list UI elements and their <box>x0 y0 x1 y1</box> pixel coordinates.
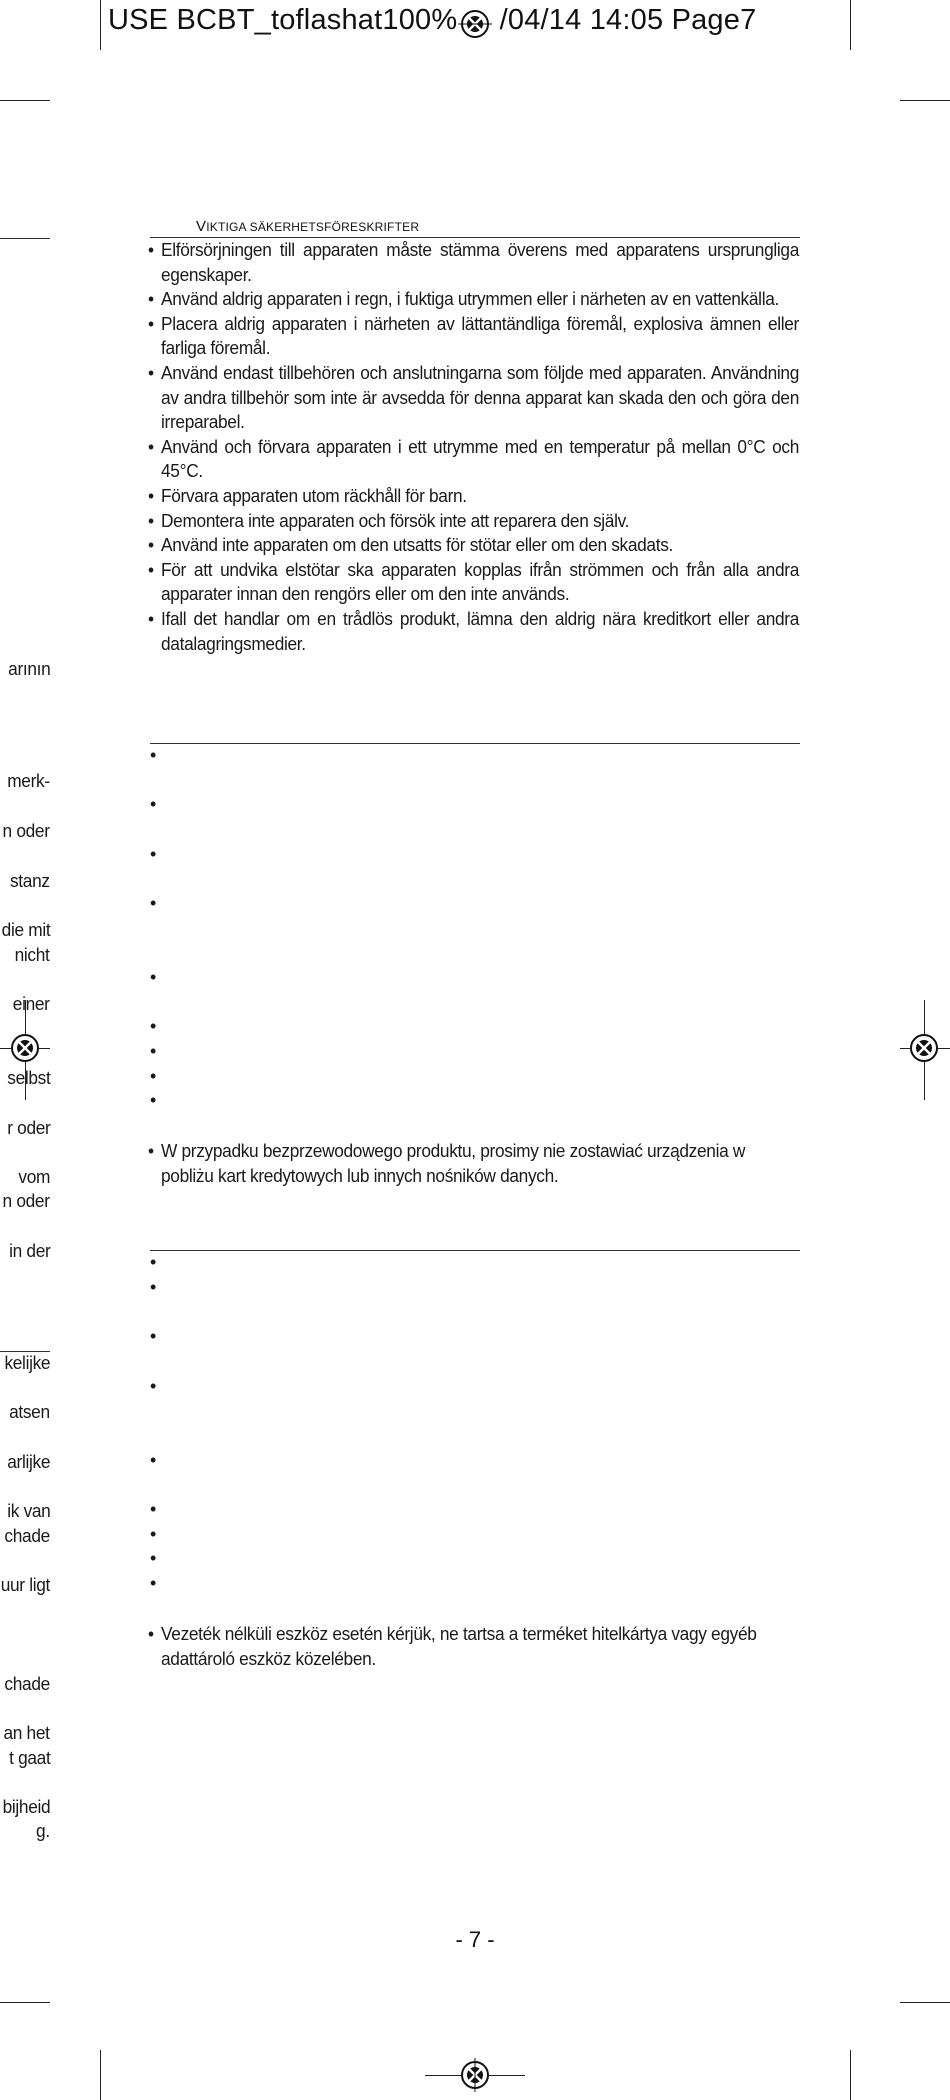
registration-mark-icon <box>458 2058 492 2092</box>
facing-page-text: g. <box>36 1820 50 1841</box>
empty-bullet: • <box>150 1573 157 1593</box>
facing-page-text: nicht <box>15 944 50 965</box>
print-slug <box>108 4 756 37</box>
empty-bullet: • <box>150 1090 157 1110</box>
facing-page-text: einer <box>13 993 50 1014</box>
section-rule <box>150 743 800 744</box>
list-item: • Använd inte apparaten om den utsatts för stötar eller om den skadats. <box>148 533 799 558</box>
facing-page-text: in der <box>8 1240 50 1261</box>
crop-mark <box>900 100 950 101</box>
facing-page-text: merk- <box>7 770 50 791</box>
crop-mark <box>0 2002 50 2003</box>
empty-bullet: • <box>150 1016 157 1036</box>
registration-mark-icon <box>8 1031 42 1065</box>
facing-page-text: r oder <box>6 1117 50 1138</box>
empty-bullet: • <box>150 967 157 987</box>
empty-bullet: • <box>150 1041 157 1061</box>
facing-page-text: an het <box>3 1722 50 1743</box>
list-item: • Placera aldrig apparaten i närheten av lättantändliga föremål, explosiva ämnen eller farliga föremål. <box>148 312 799 361</box>
print-slug-page: Page7 <box>671 4 757 36</box>
facing-page-text: uur ligt <box>0 1574 50 1595</box>
list-item: • Elförsörjningen till apparaten måste stämma överens med apparatens ursprungliga egenskaper. <box>148 238 799 287</box>
registration-mark-icon <box>458 7 492 41</box>
list-item: • Vezeték nélküli eszköz esetén kérjük, ne tartsa a terméket hitelkártya vagy egyéb adattároló eszköz közelében. <box>148 1622 799 1671</box>
facing-page-text: chade <box>4 1525 50 1546</box>
facing-page-text: n oder <box>2 820 50 841</box>
empty-bullet: • <box>150 1450 157 1470</box>
empty-bullet: • <box>150 1524 157 1544</box>
facing-page-text: die mit <box>1 919 50 940</box>
facing-page-text: n oder <box>2 1190 50 1211</box>
list-item: • Ifall det handlar om en trådlös produkt, lämna den aldrig nära kreditkort eller andra datalagringsmedier. <box>148 607 799 656</box>
empty-bullet: • <box>150 1376 157 1396</box>
empty-bullet: • <box>150 1499 157 1519</box>
empty-bullet: • <box>150 1326 157 1346</box>
crop-mark <box>0 100 50 101</box>
facing-page-text: kelijke <box>4 1352 50 1373</box>
facing-page-rule <box>0 238 50 239</box>
registration-mark-icon <box>907 1031 941 1065</box>
empty-bullet: • <box>150 1277 157 1297</box>
list-item: • Förvara apparaten utom räckhåll för barn. <box>148 484 799 509</box>
page-number: - 7 - <box>455 1927 495 1952</box>
section-rule <box>150 1250 800 1251</box>
crop-mark <box>100 2050 101 2100</box>
empty-bullet: • <box>150 1066 157 1086</box>
facing-page-text: selbst <box>6 1067 50 1088</box>
print-slug-name: USE BCBT_toflashat100% <box>108 4 458 36</box>
list-item: • Demontera inte apparaten och försök inte att reparera den själv. <box>148 509 799 534</box>
facing-page-text: chade <box>4 1673 50 1694</box>
empty-bullet: • <box>150 893 157 913</box>
print-slug-date: /04/14 <box>499 4 582 36</box>
list-item: • För att undvika elstötar ska apparaten kopplas ifrån strömmen och från alla andra apparater innan den rengörs eller om den inte används. <box>148 558 799 607</box>
empty-bullet: • <box>150 844 157 864</box>
safety-list-swedish <box>148 238 801 656</box>
list-item: • Använd endast tillbehören och anslutningarna som följde med apparaten. Användning av andra tillbehör som inte är avsedda för denna apparat kan skada den och göra den irreparabel. <box>148 361 799 435</box>
empty-bullet: • <box>150 794 157 814</box>
crop-mark <box>850 2050 851 2100</box>
list-item: • W przypadku bezprzewodowego produktu, prosimy nie zostawiać urządzenia w pobliżu kart kredytowych lub innych nośników danych. <box>148 1139 799 1188</box>
crop-mark <box>850 0 851 50</box>
crop-mark <box>100 0 101 50</box>
facing-page-text: arlijke <box>7 1451 50 1472</box>
facing-page-text: vom <box>18 1166 50 1187</box>
empty-bullet: • <box>150 1548 157 1568</box>
print-slug-time: 14:05 <box>589 4 664 36</box>
facing-page-text: t gaat <box>8 1747 50 1768</box>
facing-page-text: stanz <box>10 870 50 891</box>
facing-page-text: arının <box>7 658 50 679</box>
facing-page-text: atsen <box>9 1401 50 1422</box>
list-item: • Använd aldrig apparaten i regn, i fuktiga utrymmen eller i närheten av en vattenkälla. <box>148 287 799 312</box>
empty-bullet: • <box>150 1252 157 1272</box>
facing-page-text: ik van <box>6 1500 50 1521</box>
crop-mark <box>900 2002 950 2003</box>
facing-page-text: bijheid <box>2 1796 50 1817</box>
empty-bullet: • <box>150 745 157 765</box>
section-title: VIKTIGA SÄKERHETSFÖRESKRIFTER <box>196 218 420 235</box>
list-item: • Använd och förvara apparaten i ett utrymme med en temperatur på mellan 0°C och 45°C. <box>148 435 799 484</box>
